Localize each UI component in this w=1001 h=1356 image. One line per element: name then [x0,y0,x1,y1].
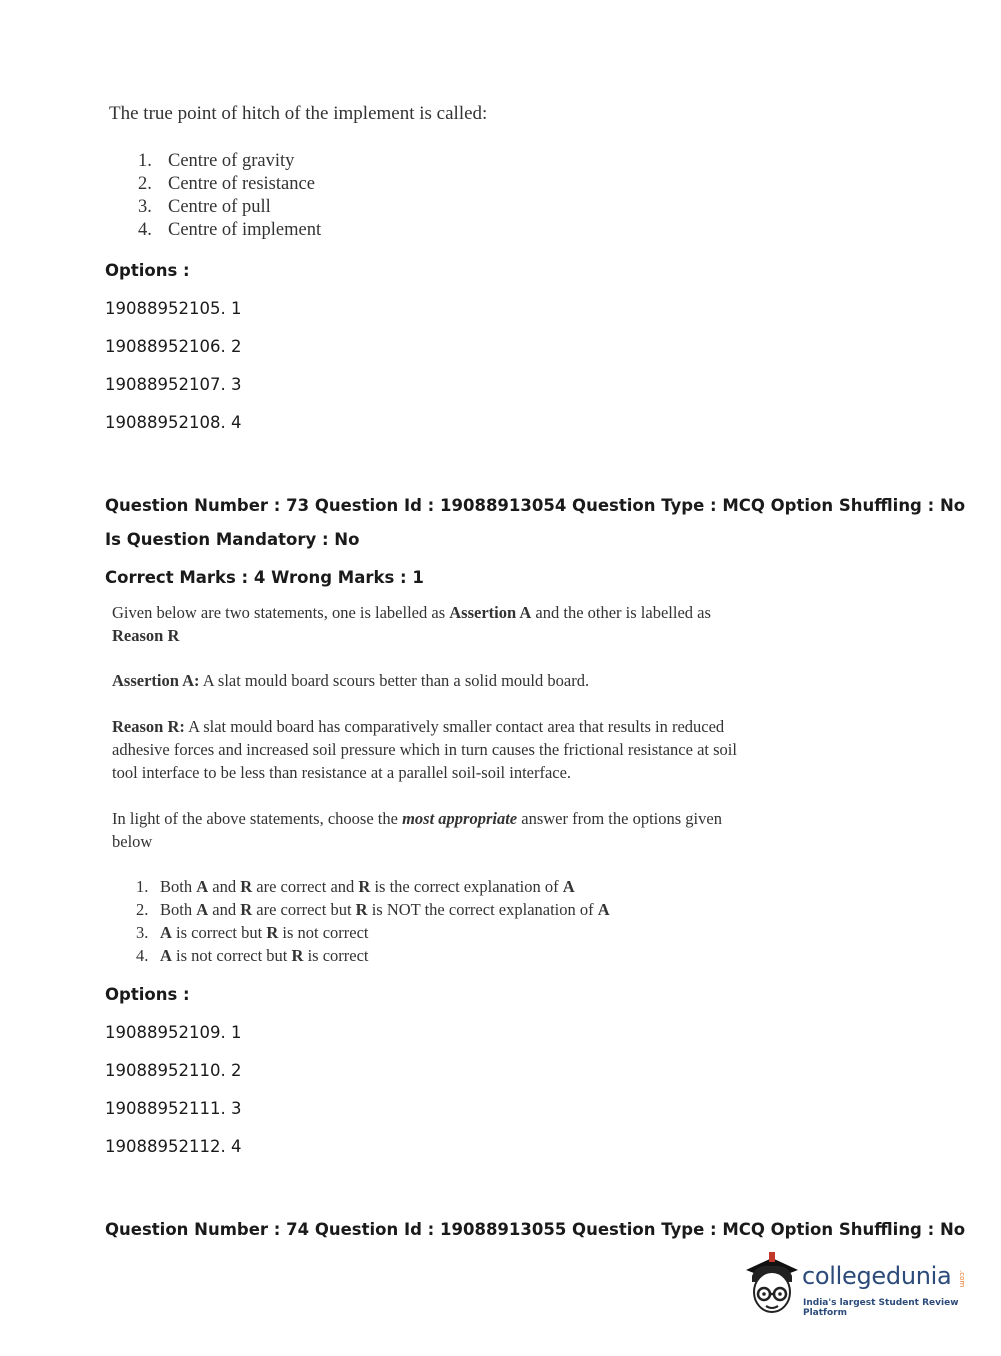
logo-tagline: India's largest Student Review Platform [803,1298,959,1318]
logo-com: .com [958,1270,966,1288]
logo-wordmark: collegedunia [802,1262,952,1290]
option-item: 19088952108. 4 [105,413,242,432]
reason-text: Reason R: A slat mould board has comparatively smaller contact area that results in reduced adhesive forces and increased soil pressure which in turn causes the frictional resistance at soil tool interface to be less than resistance at a parallel soil-soil interface. [112,717,737,782]
choice-item: 2. Both A and R are correct but R is NOT the correct explanation of A [136,900,610,919]
option-item: 19088952110. 2 [105,1061,242,1080]
option-item: 19088952109. 1 [105,1023,242,1042]
instruction-text: In light of the above statements, choose the most appropriate answer from the options given below [112,809,722,851]
mascot-icon [742,1248,802,1320]
collegedunia-logo [742,1248,972,1320]
option-item: 19088952112. 4 [105,1137,242,1156]
intro-text: Given below are two statements, one is labelled as Assertion A and the other is labelled as Reason R [112,603,711,645]
question-body [112,601,737,967]
question-stem: The true point of hitch of the implement is called: [109,103,488,124]
choice-list [136,875,737,967]
option-item: 19088952111. 3 [105,1099,242,1118]
assertion-text: Assertion A: A slat mould board scours better than a solid mould board. [112,671,590,690]
option-item: 19088952105. 1 [105,299,242,318]
choice-item: 1. Centre of gravity [138,151,295,171]
question-header: Question Number : 74 Question Id : 19088913055 Question Type : MCQ Option Shuffling : No [105,1220,966,1239]
marks-label: Correct Marks : 4 Wrong Marks : 1 [105,568,424,587]
question-header: Question Number : 73 Question Id : 19088913054 Question Type : MCQ Option Shuffling : No [105,496,966,515]
choice-item: 3. A is correct but R is not correct [136,923,369,942]
choice-item: 2. Centre of resistance [138,174,315,194]
options-label: Options : [105,985,190,1004]
choice-item: 1. Both A and R are correct and R is the correct explanation of A [136,877,575,896]
choice-item: 3. Centre of pull [138,197,271,217]
choice-item: 4. A is not correct but R is correct [136,946,369,965]
mandatory-label: Is Question Mandatory : No [105,530,360,549]
option-item: 19088952107. 3 [105,375,242,394]
option-item: 19088952106. 2 [105,337,242,356]
options-label: Options : [105,261,190,280]
choice-item: 4. Centre of implement [138,220,322,240]
choice-list [138,150,321,242]
